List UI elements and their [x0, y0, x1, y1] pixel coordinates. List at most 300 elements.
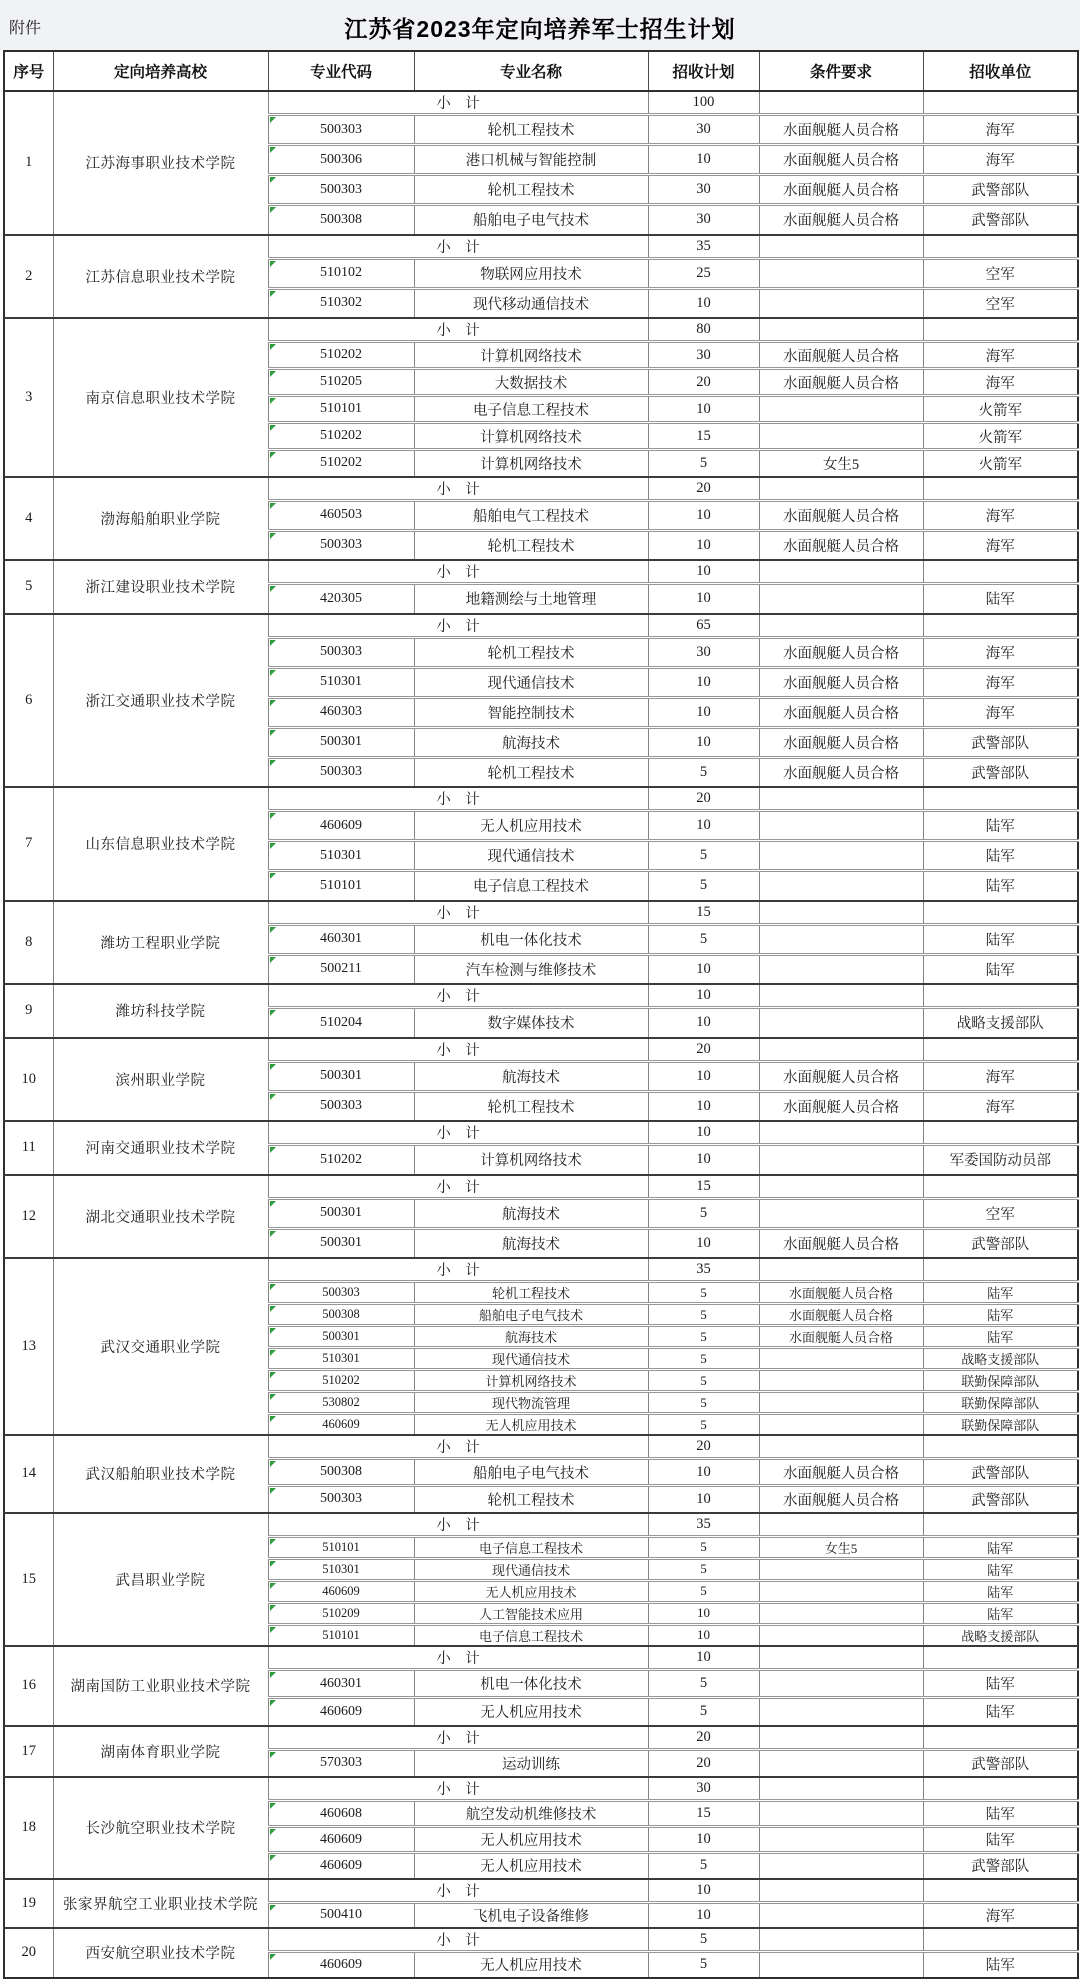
major-code-cell: 500301: [268, 1228, 414, 1258]
excel-error-marker-icon: [270, 843, 276, 849]
condition-cell: [759, 1370, 923, 1392]
major-code-cell: 460609: [268, 1580, 414, 1602]
subtotal-label-cell: 小 计: [268, 1879, 648, 1903]
section-number-cell: 4: [4, 477, 53, 561]
excel-error-marker-icon: [270, 1803, 276, 1809]
college-name-cell: 山东信息职业技术学院: [53, 787, 268, 901]
unit-cell: 武警部队: [923, 1749, 1078, 1777]
major-code-cell: 500303: [268, 175, 414, 205]
plan-value-cell: 10: [648, 584, 759, 614]
unit-cell: [923, 1435, 1078, 1459]
major-name-cell: 航海技术: [414, 727, 648, 757]
condition-cell: 水面舰艇人员合格: [759, 1486, 923, 1513]
subtotal-value-cell: 65: [648, 614, 759, 638]
plan-value-cell: 10: [648, 667, 759, 697]
major-code-cell: 500308: [268, 205, 414, 235]
plan-value-cell: 10: [648, 145, 759, 175]
unit-cell: 陆军: [923, 811, 1078, 841]
subtotal-row: [4, 235, 1078, 259]
section-number-cell: 12: [4, 1175, 53, 1259]
excel-error-marker-icon: [270, 533, 276, 539]
major-name-cell: 无人机应用技术: [414, 1414, 648, 1436]
major-name-cell: 大数据技术: [414, 369, 648, 396]
condition-cell: [759, 1038, 923, 1062]
unit-cell: 海军: [923, 697, 1078, 727]
excel-error-marker-icon: [270, 760, 276, 766]
condition-cell: [759, 1952, 923, 1978]
unit-cell: 陆军: [923, 1536, 1078, 1558]
major-name-cell: 无人机应用技术: [414, 1952, 648, 1978]
condition-cell: [759, 318, 923, 342]
section-number-cell: 10: [4, 1038, 53, 1122]
college-name-cell: 湖北交通职业技术学院: [53, 1175, 268, 1259]
major-code-cell: 510101: [268, 871, 414, 901]
excel-error-marker-icon: [270, 503, 276, 509]
excel-error-marker-icon: [270, 1561, 276, 1567]
subtotal-value-cell: 10: [648, 1646, 759, 1670]
unit-cell: 陆军: [923, 1827, 1078, 1853]
plan-value-cell: 10: [648, 396, 759, 423]
subtotal-label-cell: 小 计: [268, 984, 648, 1008]
major-code-cell: 510301: [268, 667, 414, 697]
unit-cell: 武警部队: [923, 1486, 1078, 1513]
condition-cell: [759, 1392, 923, 1414]
subtotal-label-cell: 小 计: [268, 1646, 648, 1670]
major-name-cell: 航空发动机维修技术: [414, 1801, 648, 1827]
subtotal-value-cell: 15: [648, 1175, 759, 1199]
unit-cell: 陆军: [923, 954, 1078, 984]
col-header-unit: 招收单位: [923, 51, 1078, 91]
col-header-seq: 序号: [4, 51, 53, 91]
college-name-cell: 潍坊工程职业学院: [53, 901, 268, 985]
unit-cell: 陆军: [923, 1282, 1078, 1304]
excel-error-marker-icon: [270, 1147, 276, 1153]
college-name-cell: 武汉交通职业学院: [53, 1258, 268, 1435]
major-name-cell: 船舶电子电气技术: [414, 1304, 648, 1326]
unit-cell: 武警部队: [923, 1853, 1078, 1879]
major-code-cell: 510301: [268, 1348, 414, 1370]
major-name-cell: 港口机械与智能控制: [414, 145, 648, 175]
condition-cell: [759, 288, 923, 318]
condition-cell: 女生5: [759, 1536, 923, 1558]
condition-cell: [759, 560, 923, 584]
plan-value-cell: 15: [648, 423, 759, 450]
major-code-cell: 500303: [268, 1282, 414, 1304]
unit-cell: 海军: [923, 145, 1078, 175]
condition-cell: [759, 1414, 923, 1436]
plan-value-cell: 20: [648, 369, 759, 396]
major-code-cell: 510301: [268, 841, 414, 871]
unit-cell: 火箭军: [923, 450, 1078, 477]
major-code-cell: 510202: [268, 1370, 414, 1392]
college-name-cell: 河南交通职业技术学院: [53, 1121, 268, 1175]
condition-cell: [759, 841, 923, 871]
unit-cell: 海军: [923, 500, 1078, 530]
excel-error-marker-icon: [270, 700, 276, 706]
condition-cell: [759, 1624, 923, 1646]
excel-error-marker-icon: [270, 398, 276, 404]
major-name-cell: 轮机工程技术: [414, 1282, 648, 1304]
excel-error-marker-icon: [270, 1461, 276, 1467]
excel-error-marker-icon: [270, 670, 276, 676]
condition-cell: [759, 1580, 923, 1602]
major-code-cell: 460609: [268, 1827, 414, 1853]
major-code-cell: 460608: [268, 1801, 414, 1827]
major-code-cell: 510302: [268, 288, 414, 318]
plan-value-cell: 10: [648, 727, 759, 757]
unit-cell: 战略支援部队: [923, 1624, 1078, 1646]
subtotal-row: [4, 614, 1078, 638]
unit-cell: 战略支援部队: [923, 1008, 1078, 1038]
condition-cell: 女生5: [759, 450, 923, 477]
college-name-cell: 潍坊科技学院: [53, 984, 268, 1038]
section-number-cell: 7: [4, 787, 53, 901]
condition-cell: [759, 1777, 923, 1801]
excel-error-marker-icon: [270, 177, 276, 183]
condition-cell: 水面舰艇人员合格: [759, 342, 923, 369]
plan-value-cell: 5: [648, 1392, 759, 1414]
excel-error-marker-icon: [270, 1627, 276, 1633]
condition-cell: [759, 1145, 923, 1175]
unit-cell: 火箭军: [923, 396, 1078, 423]
subtotal-value-cell: 10: [648, 560, 759, 584]
condition-cell: 水面舰艇人员合格: [759, 1459, 923, 1486]
subtotal-row: [4, 1726, 1078, 1750]
subtotal-label-cell: 小 计: [268, 1928, 648, 1952]
subtotal-value-cell: 10: [648, 1879, 759, 1903]
college-name-cell: 渤海船舶职业学院: [53, 477, 268, 561]
col-header-code: 专业代码: [268, 51, 414, 91]
section-number-cell: 19: [4, 1879, 53, 1929]
plan-value-cell: 25: [648, 258, 759, 288]
excel-error-marker-icon: [270, 1700, 276, 1706]
excel-error-marker-icon: [270, 344, 276, 350]
major-name-cell: 轮机工程技术: [414, 530, 648, 560]
excel-error-marker-icon: [270, 730, 276, 736]
section-number-cell: 3: [4, 318, 53, 477]
condition-cell: 水面舰艇人员合格: [759, 1228, 923, 1258]
unit-cell: [923, 787, 1078, 811]
excel-error-marker-icon: [270, 1583, 276, 1589]
major-name-cell: 轮机工程技术: [414, 757, 648, 787]
unit-cell: 武警部队: [923, 205, 1078, 235]
plan-value-cell: 10: [648, 1602, 759, 1624]
major-code-cell: 510202: [268, 423, 414, 450]
condition-cell: [759, 1726, 923, 1750]
subtotal-row: [4, 477, 1078, 501]
major-name-cell: 人工智能技术应用: [414, 1602, 648, 1624]
major-name-cell: 航海技术: [414, 1326, 648, 1348]
unit-cell: [923, 1646, 1078, 1670]
major-code-cell: 510202: [268, 450, 414, 477]
major-name-cell: 数字媒体技术: [414, 1008, 648, 1038]
excel-error-marker-icon: [270, 1231, 276, 1237]
subtotal-label-cell: 小 计: [268, 91, 648, 115]
major-code-cell: 500308: [268, 1459, 414, 1486]
unit-cell: 陆军: [923, 1304, 1078, 1326]
major-code-cell: 460609: [268, 1952, 414, 1978]
condition-cell: [759, 811, 923, 841]
unit-cell: [923, 477, 1078, 501]
excel-error-marker-icon: [270, 1539, 276, 1545]
excel-error-marker-icon: [270, 1094, 276, 1100]
major-name-cell: 现代通信技术: [414, 841, 648, 871]
condition-cell: [759, 1801, 923, 1827]
condition-cell: [759, 1175, 923, 1199]
college-name-cell: 张家界航空工业职业技术学院: [53, 1879, 268, 1929]
major-name-cell: 航海技术: [414, 1061, 648, 1091]
major-name-cell: 物联网应用技术: [414, 258, 648, 288]
excel-error-marker-icon: [270, 1284, 276, 1290]
unit-cell: 陆军: [923, 924, 1078, 954]
college-name-cell: 滨州职业学院: [53, 1038, 268, 1122]
major-code-cell: 510101: [268, 1536, 414, 1558]
major-code-cell: 500303: [268, 115, 414, 145]
plan-table-body: [4, 91, 1078, 1978]
plan-value-cell: 10: [648, 1061, 759, 1091]
major-name-cell: 现代通信技术: [414, 1558, 648, 1580]
unit-cell: 联勤保障部队: [923, 1414, 1078, 1436]
unit-cell: 武警部队: [923, 757, 1078, 787]
major-name-cell: 现代通信技术: [414, 1348, 648, 1370]
major-name-cell: 轮机工程技术: [414, 175, 648, 205]
major-code-cell: 500301: [268, 727, 414, 757]
table-header-row: [4, 51, 1078, 91]
excel-error-marker-icon: [270, 371, 276, 377]
major-name-cell: 轮机工程技术: [414, 1091, 648, 1121]
unit-cell: 陆军: [923, 1952, 1078, 1978]
subtotal-label-cell: 小 计: [268, 560, 648, 584]
subtotal-label-cell: 小 计: [268, 1513, 648, 1537]
major-code-cell: 460301: [268, 1670, 414, 1698]
subtotal-row: [4, 318, 1078, 342]
subtotal-label-cell: 小 计: [268, 1435, 648, 1459]
unit-cell: 陆军: [923, 1801, 1078, 1827]
unit-cell: [923, 1513, 1078, 1537]
excel-error-marker-icon: [270, 1672, 276, 1678]
excel-error-marker-icon: [270, 1416, 276, 1422]
condition-cell: [759, 1749, 923, 1777]
plan-value-cell: 30: [648, 205, 759, 235]
major-name-cell: 运动训练: [414, 1749, 648, 1777]
excel-error-marker-icon: [270, 1064, 276, 1070]
subtotal-row: [4, 1258, 1078, 1282]
unit-cell: 海军: [923, 667, 1078, 697]
unit-cell: 海军: [923, 1061, 1078, 1091]
subtotal-row: [4, 1513, 1078, 1537]
unit-cell: 海军: [923, 1902, 1078, 1928]
plan-value-cell: 10: [648, 954, 759, 984]
college-name-cell: 西安航空职业技术学院: [53, 1928, 268, 1978]
plan-value-cell: 5: [648, 1558, 759, 1580]
unit-cell: 陆军: [923, 1326, 1078, 1348]
excel-error-marker-icon: [270, 1752, 276, 1758]
subtotal-value-cell: 30: [648, 1777, 759, 1801]
plan-value-cell: 5: [648, 1670, 759, 1698]
major-code-cell: 530802: [268, 1392, 414, 1414]
section-number-cell: 1: [4, 91, 53, 235]
major-code-cell: 500410: [268, 1902, 414, 1928]
condition-cell: [759, 235, 923, 259]
major-code-cell: 570303: [268, 1749, 414, 1777]
plan-value-cell: 5: [648, 1414, 759, 1436]
condition-cell: [759, 984, 923, 1008]
section-number-cell: 8: [4, 901, 53, 985]
plan-value-cell: 10: [648, 811, 759, 841]
section-number-cell: 11: [4, 1121, 53, 1175]
plan-value-cell: 5: [648, 1348, 759, 1370]
subtotal-label-cell: 小 计: [268, 318, 648, 342]
plan-value-cell: 5: [648, 1282, 759, 1304]
excel-error-marker-icon: [270, 1605, 276, 1611]
subtotal-row: [4, 1435, 1078, 1459]
condition-cell: 水面舰艇人员合格: [759, 757, 923, 787]
subtotal-row: [4, 1175, 1078, 1199]
major-name-cell: 计算机网络技术: [414, 450, 648, 477]
unit-cell: 空军: [923, 1198, 1078, 1228]
excel-error-marker-icon: [270, 291, 276, 297]
excel-error-marker-icon: [270, 1328, 276, 1334]
condition-cell: [759, 1853, 923, 1879]
plan-value-cell: 30: [648, 175, 759, 205]
major-code-cell: 460301: [268, 924, 414, 954]
condition-cell: [759, 1513, 923, 1537]
condition-cell: 水面舰艇人员合格: [759, 1326, 923, 1348]
unit-cell: 陆军: [923, 1698, 1078, 1726]
plan-value-cell: 20: [648, 1749, 759, 1777]
plan-value-cell: 5: [648, 757, 759, 787]
plan-value-cell: 10: [648, 288, 759, 318]
section-number-cell: 14: [4, 1435, 53, 1513]
major-name-cell: 地籍测绘与土地管理: [414, 584, 648, 614]
major-name-cell: 轮机工程技术: [414, 637, 648, 667]
col-header-college: 定向培养高校: [53, 51, 268, 91]
plan-value-cell: 5: [648, 1580, 759, 1602]
subtotal-row: [4, 91, 1078, 115]
plan-value-cell: 10: [648, 1459, 759, 1486]
excel-error-marker-icon: [270, 640, 276, 646]
unit-cell: 空军: [923, 288, 1078, 318]
major-code-cell: 500303: [268, 637, 414, 667]
subtotal-row: [4, 1646, 1078, 1670]
college-name-cell: 浙江建设职业技术学院: [53, 560, 268, 614]
subtotal-label-cell: 小 计: [268, 901, 648, 925]
subtotal-label-cell: 小 计: [268, 477, 648, 501]
plan-value-cell: 10: [648, 1486, 759, 1513]
major-code-cell: 510204: [268, 1008, 414, 1038]
excel-error-marker-icon: [270, 586, 276, 592]
condition-cell: 水面舰艇人员合格: [759, 727, 923, 757]
unit-cell: 空军: [923, 258, 1078, 288]
condition-cell: 水面舰艇人员合格: [759, 205, 923, 235]
unit-cell: 武警部队: [923, 1459, 1078, 1486]
college-name-cell: 湖南国防工业职业技术学院: [53, 1646, 268, 1726]
college-name-cell: 湖南体育职业学院: [53, 1726, 268, 1778]
plan-value-cell: 10: [648, 1228, 759, 1258]
excel-error-marker-icon: [270, 813, 276, 819]
plan-value-cell: 5: [648, 1853, 759, 1879]
major-name-cell: 现代物流管理: [414, 1392, 648, 1414]
major-code-cell: 500306: [268, 145, 414, 175]
condition-cell: [759, 924, 923, 954]
condition-cell: 水面舰艇人员合格: [759, 1304, 923, 1326]
unit-cell: [923, 1777, 1078, 1801]
subtotal-row: [4, 1928, 1078, 1952]
condition-cell: 水面舰艇人员合格: [759, 1061, 923, 1091]
major-code-cell: 460503: [268, 500, 414, 530]
subtotal-value-cell: 20: [648, 1726, 759, 1750]
major-name-cell: 轮机工程技术: [414, 1486, 648, 1513]
section-number-cell: 15: [4, 1513, 53, 1647]
unit-cell: [923, 984, 1078, 1008]
condition-cell: [759, 1348, 923, 1370]
major-name-cell: 无人机应用技术: [414, 1698, 648, 1726]
subtotal-value-cell: 15: [648, 901, 759, 925]
major-name-cell: 船舶电子电气技术: [414, 1459, 648, 1486]
subtotal-label-cell: 小 计: [268, 1121, 648, 1145]
subtotal-value-cell: 20: [648, 1038, 759, 1062]
unit-cell: 军委国防动员部: [923, 1145, 1078, 1175]
major-name-cell: 智能控制技术: [414, 697, 648, 727]
unit-cell: [923, 1038, 1078, 1062]
condition-cell: 水面舰艇人员合格: [759, 115, 923, 145]
plan-value-cell: 5: [648, 450, 759, 477]
unit-cell: 联勤保障部队: [923, 1370, 1078, 1392]
unit-cell: [923, 1121, 1078, 1145]
plan-value-cell: 30: [648, 637, 759, 667]
condition-cell: [759, 1646, 923, 1670]
subtotal-row: [4, 1879, 1078, 1903]
plan-value-cell: 10: [648, 1624, 759, 1646]
subtotal-label-cell: 小 计: [268, 787, 648, 811]
plan-value-cell: 5: [648, 924, 759, 954]
plan-value-cell: 30: [648, 115, 759, 145]
plan-value-cell: 10: [648, 1008, 759, 1038]
plan-value-cell: 5: [648, 1198, 759, 1228]
major-name-cell: 船舶电子电气技术: [414, 205, 648, 235]
condition-cell: 水面舰艇人员合格: [759, 667, 923, 697]
subtotal-value-cell: 100: [648, 91, 759, 115]
unit-cell: 陆军: [923, 841, 1078, 871]
major-name-cell: 机电一体化技术: [414, 924, 648, 954]
unit-cell: 战略支援部队: [923, 1348, 1078, 1370]
unit-cell: 陆军: [923, 1558, 1078, 1580]
condition-cell: [759, 396, 923, 423]
section-number-cell: 5: [4, 560, 53, 614]
plan-value-cell: 5: [648, 841, 759, 871]
condition-cell: [759, 1827, 923, 1853]
condition-cell: [759, 787, 923, 811]
major-name-cell: 船舶电气工程技术: [414, 500, 648, 530]
subtotal-value-cell: 5: [648, 1928, 759, 1952]
condition-cell: 水面舰艇人员合格: [759, 1282, 923, 1304]
condition-cell: [759, 423, 923, 450]
major-code-cell: 500301: [268, 1061, 414, 1091]
major-name-cell: 电子信息工程技术: [414, 396, 648, 423]
section-number-cell: 9: [4, 984, 53, 1038]
major-name-cell: 计算机网络技术: [414, 342, 648, 369]
major-name-cell: 计算机网络技术: [414, 1370, 648, 1392]
subtotal-row: [4, 1777, 1078, 1801]
plan-value-cell: 5: [648, 1326, 759, 1348]
unit-cell: [923, 901, 1078, 925]
subtotal-value-cell: 10: [648, 984, 759, 1008]
condition-cell: [759, 584, 923, 614]
unit-cell: [923, 91, 1078, 115]
plan-value-cell: 5: [648, 1370, 759, 1392]
excel-error-marker-icon: [270, 207, 276, 213]
plan-value-cell: 5: [648, 1698, 759, 1726]
